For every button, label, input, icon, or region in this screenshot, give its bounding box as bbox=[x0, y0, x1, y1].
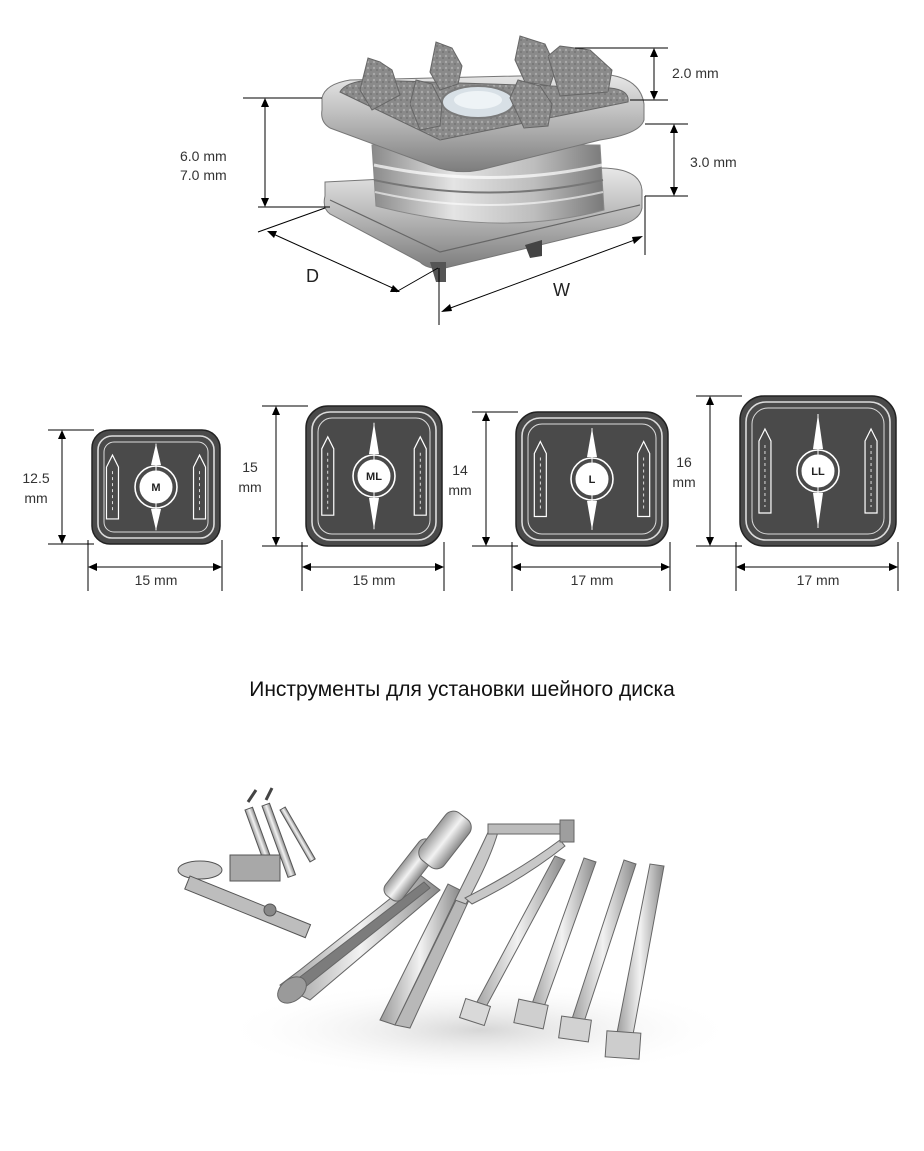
total-height-label-2: 7.0 mm bbox=[180, 167, 227, 183]
arrowhead bbox=[302, 563, 311, 571]
height-value: 16 bbox=[676, 454, 692, 470]
width-value: 17 mm bbox=[796, 572, 840, 588]
arrowhead bbox=[272, 537, 280, 546]
arrowhead bbox=[512, 563, 521, 571]
arrowhead bbox=[661, 563, 670, 571]
width-value: 15 mm bbox=[352, 572, 396, 588]
size-code-label: LL bbox=[811, 466, 825, 478]
arrowhead bbox=[889, 563, 898, 571]
height-value: 14 bbox=[452, 462, 468, 478]
arrowhead bbox=[706, 396, 714, 405]
total-height-label-1: 6.0 mm bbox=[180, 148, 227, 164]
width-label: W bbox=[553, 280, 570, 300]
footprint-l bbox=[448, 412, 670, 591]
instruments-illustration bbox=[0, 780, 924, 1080]
size-code-label: ML bbox=[366, 471, 382, 483]
height-value: 15 bbox=[242, 459, 258, 475]
size-code-label: M bbox=[151, 482, 161, 494]
width-value: 15 mm bbox=[134, 572, 178, 588]
instruments-caption: Инструменты для установки шейного диска bbox=[249, 678, 675, 701]
height-unit: mm bbox=[448, 482, 472, 498]
arrowhead bbox=[482, 412, 490, 421]
arrowhead bbox=[88, 563, 97, 571]
arrowhead bbox=[706, 537, 714, 546]
depth-label: D bbox=[306, 266, 319, 286]
height-unit: mm bbox=[238, 479, 262, 495]
arrowhead bbox=[58, 535, 66, 544]
arrowhead bbox=[435, 563, 444, 571]
arrowhead bbox=[213, 563, 222, 571]
arrowhead bbox=[272, 406, 280, 415]
size-code-label: L bbox=[588, 474, 596, 486]
width-value: 17 mm bbox=[570, 572, 614, 588]
footprint-ll bbox=[672, 396, 898, 591]
retractor-instrument bbox=[178, 788, 315, 938]
arrowhead bbox=[58, 430, 66, 439]
footprint-ml bbox=[238, 406, 444, 591]
core-height-label: 3.0 mm bbox=[690, 154, 737, 170]
keel-height-label: 2.0 mm bbox=[672, 65, 719, 81]
arrowhead bbox=[482, 537, 490, 546]
height-value: 12.5 bbox=[22, 470, 50, 486]
arrowhead bbox=[736, 563, 745, 571]
height-unit: mm bbox=[672, 474, 696, 490]
footprint-m bbox=[22, 430, 222, 591]
height-unit: mm bbox=[24, 490, 48, 506]
